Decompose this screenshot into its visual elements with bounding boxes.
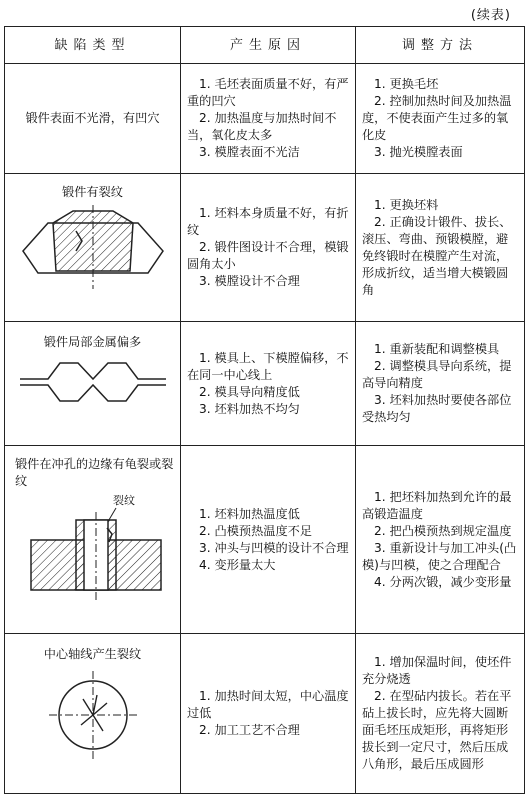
remedy-cell bbox=[356, 64, 525, 174]
remedy-item: 3. 抛光模膛表面 bbox=[374, 145, 463, 159]
defect-cell bbox=[5, 446, 181, 634]
cause-item: 1. 毛坯表面质量不好，有严重的凹穴 bbox=[187, 77, 349, 108]
defect-label: 中心轴线产生裂纹 bbox=[43, 647, 142, 661]
cause-item: 3. 模膛设计不合理 bbox=[199, 274, 300, 288]
metal-offset-figure bbox=[18, 351, 168, 411]
defect-cell bbox=[5, 322, 181, 446]
cause-cell bbox=[181, 174, 356, 322]
defect-label: 锻件在冲孔的边缘有龟裂或裂纹 bbox=[15, 457, 174, 488]
punch-hole-crack-figure bbox=[21, 490, 171, 610]
cause-item: 4. 变形量太大 bbox=[199, 557, 276, 572]
remedy-item: 4. 分两次锻，减少变形量 bbox=[374, 574, 512, 589]
defect-cell bbox=[5, 174, 181, 322]
header-cause: 产生原因 bbox=[181, 27, 356, 64]
cause-item: 3. 冲头与凹模的设计不合理 bbox=[199, 540, 349, 555]
remedy-cell bbox=[356, 446, 525, 634]
cause-item: 2. 加工工艺不合理 bbox=[199, 723, 300, 737]
remedy-item: 1. 重新装配和调整模具 bbox=[374, 342, 500, 356]
remedy-item: 2. 把凸模预热到规定温度 bbox=[374, 523, 512, 538]
table-row bbox=[5, 174, 525, 322]
remedy-item: 2. 控制加热时间及加热温度，不使表面产生过多的氧化皮 bbox=[362, 94, 512, 142]
table-row bbox=[5, 446, 525, 634]
cause-item: 2. 模具导向精度低 bbox=[199, 384, 300, 399]
remedy-item: 2. 调整模具导向系统，提高导向精度 bbox=[362, 359, 512, 390]
defect-label: 锻件表面不光滑，有凹穴 bbox=[25, 111, 160, 125]
cause-cell bbox=[181, 64, 356, 174]
cause-item: 3. 坯料加热不均匀 bbox=[199, 401, 300, 416]
defect-cell bbox=[5, 64, 181, 174]
remedy-cell bbox=[356, 634, 525, 794]
cause-item: 1. 模具上、下模膛偏移，不在同一中心线上 bbox=[187, 350, 349, 382]
table-row bbox=[5, 64, 525, 174]
forging-crack-figure bbox=[18, 201, 168, 291]
defect-table bbox=[4, 26, 525, 794]
remedy-item: 1. 更换坯料 bbox=[374, 197, 439, 212]
remedy-item: 1. 把坯料加热到允许的最高锻造温度 bbox=[362, 489, 512, 521]
remedy-item: 2. 正确设计锻件、拔长、滚压、弯曲、预锻模膛，避免终锻时在模膛产生对流，形成折纹，适当增大模锻圆角 bbox=[362, 214, 512, 297]
remedy-item: 3. 重新设计与加工冲头(凸模)与凹模，使之合理配合 bbox=[362, 540, 517, 572]
crack-figure-label: 裂纹 bbox=[112, 494, 135, 507]
remedy-cell bbox=[356, 174, 525, 322]
cause-cell bbox=[181, 446, 356, 634]
cause-item: 2. 锻件图设计不合理，模锻圆角太小 bbox=[187, 240, 349, 271]
header-remedy: 调整方法 bbox=[356, 27, 525, 64]
remedy-item: 1. 更换毛坯 bbox=[374, 77, 439, 91]
cause-item: 2. 凸模预热温度不足 bbox=[199, 523, 313, 538]
cause-item: 2. 加热温度与加热时间不当，氧化皮太多 bbox=[187, 111, 337, 142]
axial-crack-figure bbox=[43, 663, 143, 763]
remedy-item: 2. 在型砧内拔长。若在平砧上拔长时，应先将大圆断面毛坯压成矩形，再将矩形拔长到一定尺寸，然后压成八角形，最后压成圆形 bbox=[362, 689, 512, 771]
remedy-item: 1. 增加保温时间，使坯件充分烧透 bbox=[362, 655, 512, 686]
defect-cell bbox=[5, 634, 181, 794]
remedy-cell bbox=[356, 322, 525, 446]
cause-cell bbox=[181, 322, 356, 446]
cause-item: 1. 坯料本身质量不好，有折纹 bbox=[187, 206, 349, 237]
header-row bbox=[5, 27, 525, 64]
cause-item: 1. 加热时间太短，中心温度过低 bbox=[187, 689, 349, 720]
remedy-item: 3. 坯料加热时要使各部位受热均匀 bbox=[362, 393, 512, 424]
defect-label: 锻件局部金属偏多 bbox=[43, 335, 142, 349]
table-row bbox=[5, 322, 525, 446]
table-row bbox=[5, 634, 525, 794]
continued-label: (续表) bbox=[470, 8, 511, 23]
cause-cell bbox=[181, 634, 356, 794]
cause-item: 3. 模膛表面不光洁 bbox=[199, 145, 300, 159]
defect-label: 锻件有裂纹 bbox=[62, 185, 123, 199]
header-defect-type: 缺陷类型 bbox=[5, 27, 181, 64]
cause-item: 1. 坯料加热温度低 bbox=[199, 506, 300, 521]
